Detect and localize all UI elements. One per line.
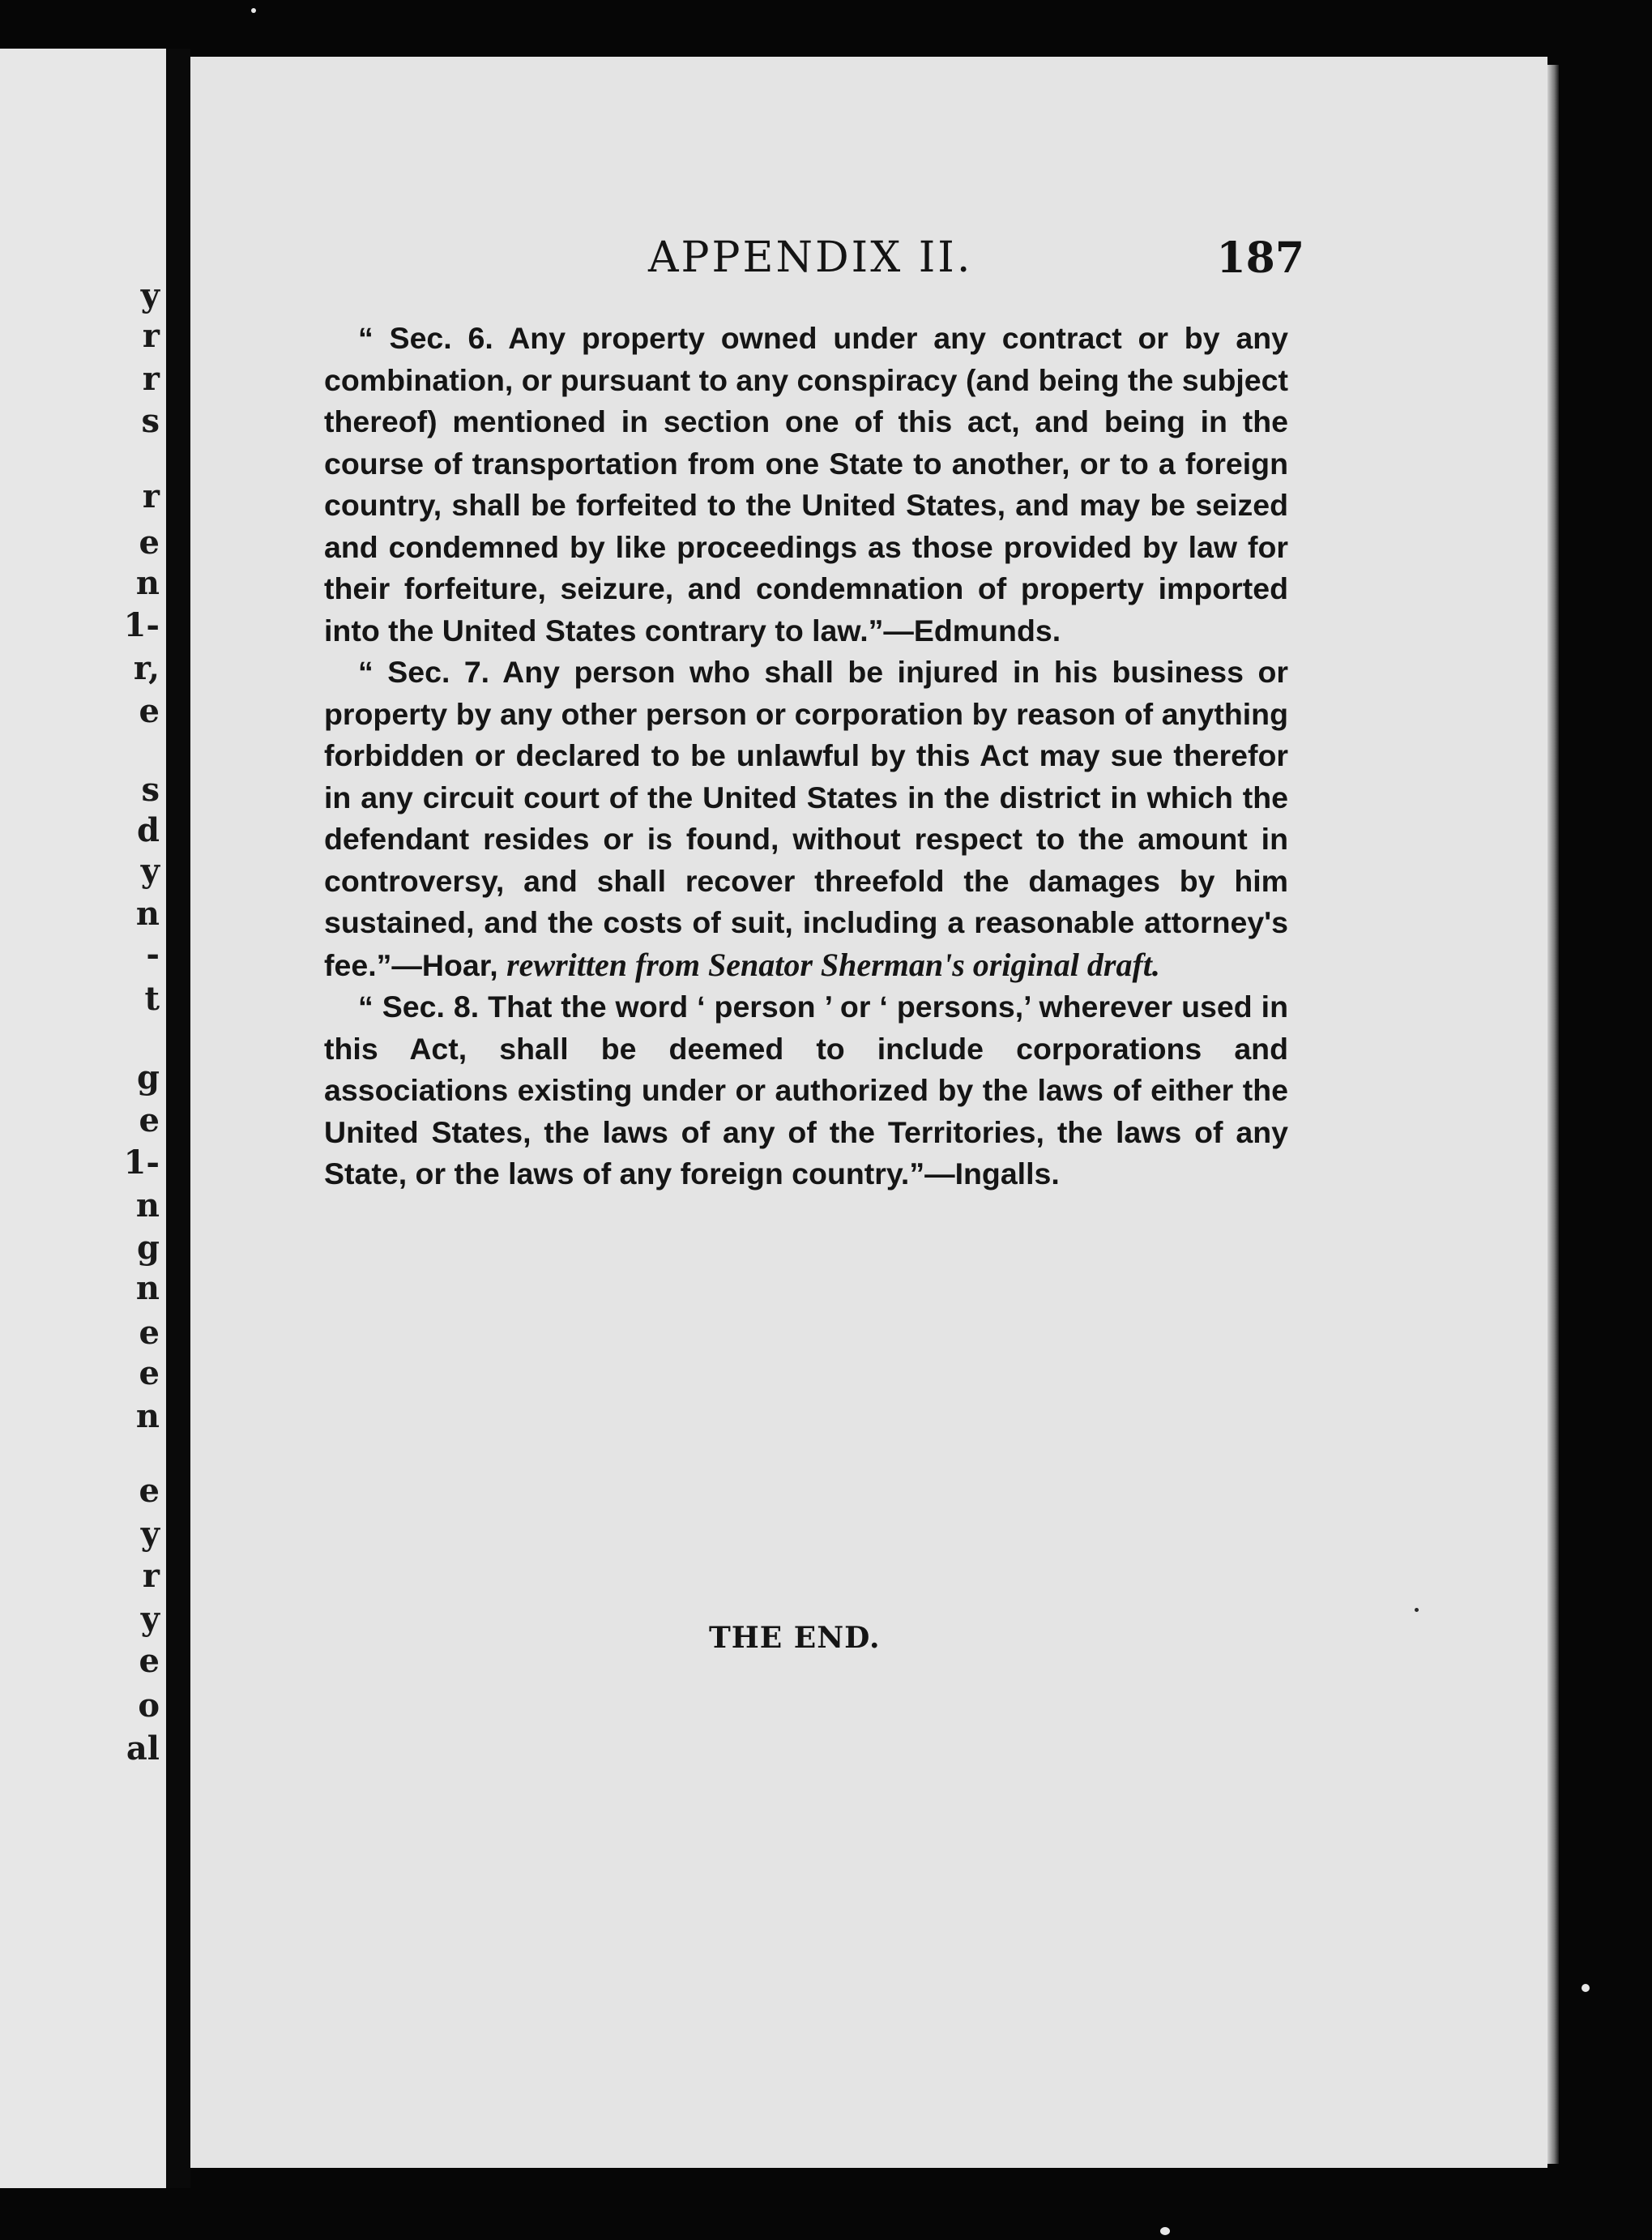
left-page-fragment: o xyxy=(138,1686,160,1725)
left-page-fragment: r xyxy=(142,477,160,515)
left-page-fragment: e xyxy=(139,1101,160,1139)
left-page-fragment: al xyxy=(126,1729,160,1768)
scan-speck xyxy=(1160,2227,1170,2235)
left-page-fragment: e xyxy=(139,524,160,562)
body-text xyxy=(324,318,1288,1195)
left-page-fragment: y xyxy=(140,1515,160,1553)
left-facing-page xyxy=(0,49,166,2188)
left-page-fragment: g xyxy=(137,1058,160,1096)
page-edge-shadow xyxy=(1547,65,1559,2164)
left-page-fragment: y xyxy=(140,276,160,314)
left-page-text-fragments xyxy=(0,49,166,2188)
left-page-fragment: r xyxy=(142,360,160,398)
left-page-fragment: s xyxy=(141,771,160,809)
section-7-paragraph xyxy=(324,652,1288,986)
scan-speck xyxy=(251,8,256,13)
left-page-fragment: e xyxy=(139,692,160,730)
book-gutter xyxy=(166,49,190,2188)
left-page-fragment: s xyxy=(141,402,160,440)
left-page-fragment: n xyxy=(135,1397,160,1435)
left-page-fragment: e xyxy=(139,1472,160,1510)
the-end-label: THE END. xyxy=(709,1621,881,1655)
left-page-fragment: d xyxy=(137,811,160,849)
page-header xyxy=(458,233,1304,290)
left-page-fragment: y xyxy=(140,852,160,890)
section-7-text: “ Sec. 7. Any person who shall be injured in his business or property by any other person or corporation by reason of anything forbidden or declared to be unlawful by this Act may sue therefor in any circuit court of the United States in the district in which the defendant resides or is found, without respect to the amount in controversy, and shall recover threefold the damages by him sustained, and the costs of suit, including a reasonable attorney's fee.”—Hoar, xyxy=(324,655,1288,982)
scan-speck xyxy=(1415,1608,1419,1612)
left-page-fragment: n xyxy=(135,564,160,602)
left-page-fragment: - xyxy=(146,935,160,973)
left-page-fragment: r xyxy=(142,317,160,355)
section-6-paragraph: “ Sec. 6. Any property owned under any contract or by any combination, or pursuant to any conspiracy (and being the subject thereof) mentioned in section one of this act, and being in the course of transportation from one State to another, or to a foreign country, shall be forfeited to the United States, and may be seized and condemned by like proceedings as those provided by law for their forfeiture, seizure, and condemnation of property imported into the United States contrary to law.”—Edmunds. xyxy=(324,321,1288,648)
left-page-fragment: n xyxy=(135,1186,160,1225)
left-page-fragment: e xyxy=(139,1642,160,1680)
left-page-fragment: e xyxy=(139,1354,160,1392)
page-number: 187 xyxy=(1216,233,1304,283)
left-page-fragment: y xyxy=(140,1600,160,1638)
left-page-fragment: t xyxy=(144,980,160,1018)
left-page-fragment: g xyxy=(137,1229,160,1267)
left-page-fragment: e xyxy=(139,1314,160,1352)
section-8-paragraph: “ Sec. 8. That the word ‘ person ’ or ‘ persons,’ wherever used in this Act, shall be deemed to include corporations and associations existing under or authorized by the laws of either the United States, the laws of any of the Territories, the laws of any State, or the laws of any foreign country.”—Ingalls. xyxy=(324,990,1288,1191)
running-head: APPENDIX II. xyxy=(648,233,973,282)
left-page-fragment: 1- xyxy=(123,606,160,644)
left-page-fragment: n xyxy=(135,895,160,933)
left-page-fragment: r, xyxy=(133,649,160,687)
scan-speck xyxy=(1582,1984,1590,1992)
section-7-attribution: rewritten from Senator Sherman's original draft. xyxy=(506,946,1160,983)
left-page-fragment: r xyxy=(142,1557,160,1595)
left-page-fragment: 1- xyxy=(123,1144,160,1182)
left-page-fragment: n xyxy=(135,1269,160,1307)
